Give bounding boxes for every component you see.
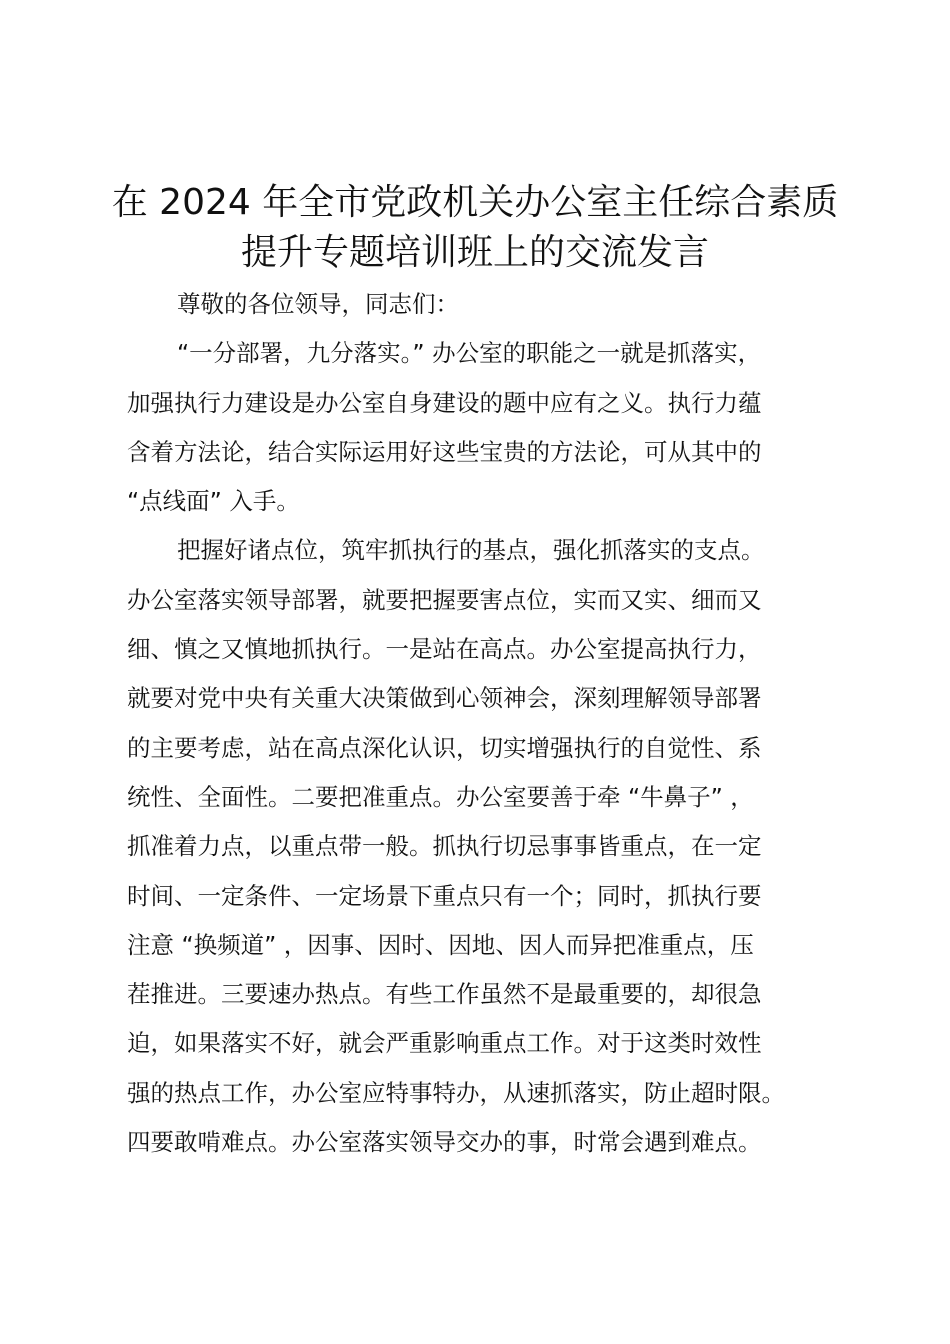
text-line: 的主要考虑，站在高点深化认识，切实增强执行的自觉性、系 [127, 733, 762, 762]
salutation [127, 280, 837, 329]
text-line: 四要敢啃难点。办公室落实领导交办的事，时常会遇到难点。 [127, 1128, 762, 1157]
text-line: 时间、一定条件、一定场景下重点只有一个；同时，抓执行要 [127, 881, 762, 910]
text-line: 茬推进。三要速办热点。有些工作虽然不是最重要的，却很急 [127, 980, 762, 1009]
text-line: 强的热点工作，办公室应特事特办，从速抓落实，防止超时限。 [127, 1078, 785, 1107]
text-line: 注意 “换频道” ，因事、因时、因地、因人而异把准重点，压 [127, 930, 754, 959]
title-line-1: 在 2024 年全市党政机关办公室主任综合素质 [111, 182, 839, 223]
text-line: 办公室落实领导部署，就要把握要害点位，实而又实、细而又 [127, 585, 762, 614]
text-line: “点线面” 入手。 [127, 487, 300, 516]
text-line: 加强执行力建设是办公室自身建设的题中应有之义。执行力蕴 [127, 388, 762, 417]
text-line: 尊敬的各位领导，同志们： [177, 290, 459, 318]
text-line: 就要对党中央有关重大决策做到心领神会，深刻理解领导部署 [127, 684, 762, 713]
paragraph-1 [127, 329, 837, 526]
text-line: 细、慎之又慎地抓执行。一是站在高点。办公室提高执行力， [127, 635, 762, 664]
paragraph-2 [127, 526, 837, 1167]
text-line: 迫，如果落实不好，就会严重影响重点工作。对于这类时效性 [127, 1029, 762, 1058]
text-line: 把握好诸点位，筑牢抓执行的基点，强化抓落实的支点。 [177, 536, 765, 565]
text-line: 抓准着力点，以重点带一般。抓执行切忌事事皆重点，在一定 [127, 832, 762, 861]
text-line: 统性、全面性。二要把准重点。办公室要善于牵 “牛鼻子” ， [127, 782, 754, 811]
title-line-2: 提升专题培训班上的交流发言 [240, 232, 709, 273]
text-line: “一分部署，九分落实。” 办公室的职能之一就是抓落实， [177, 339, 762, 368]
document-title [100, 178, 850, 278]
text-line: 含着方法论，结合实际运用好这些宝贵的方法论，可从其中的 [127, 437, 762, 466]
document-body [127, 280, 837, 1167]
